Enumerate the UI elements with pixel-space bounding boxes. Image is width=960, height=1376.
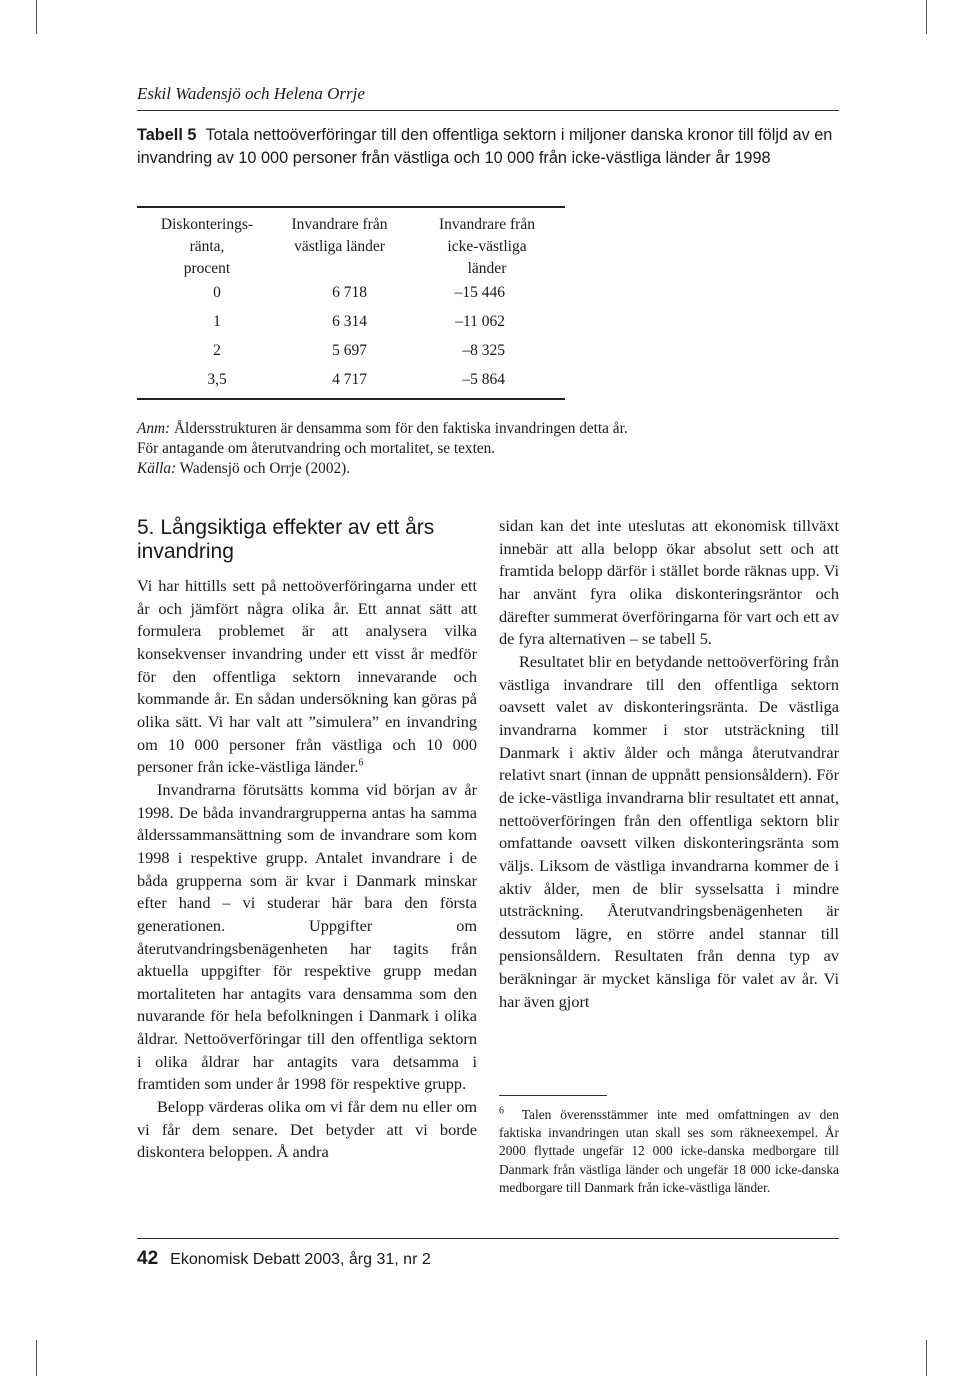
table-cell: 6 314: [332, 313, 367, 330]
table-header-western: Invandrare från västliga länder: [291, 216, 388, 255]
right-column: [499, 515, 839, 1013]
crop-mark: [926, 1340, 927, 1376]
footnote-text: Talen överensstämmer inte med omfattningen av den faktiska invandringen utan skall ses som räkneexempel. År 2000 flyttade ungefär 12 000 icke-danska medborgare till Danmark från västliga länder och ungefär 18 000 icke-danska medborgare till Danmark från icke-västliga länder.: [499, 1107, 839, 1195]
table-cell: –5 864: [462, 371, 505, 388]
source-label: Källa:: [137, 460, 177, 477]
table-cell: –15 446: [454, 284, 505, 301]
table-cell: 3,5: [207, 371, 227, 388]
table-row: [137, 284, 565, 306]
paragraph: Vi har hittills sett på nettoöverföringarna under ett år och jämfört några olika år. Ett annat sätt att formulera problemet är att analysera vilka konsekvenser invandring under ett visst år medför för den offentliga sektorn innevarande och kommande år. En sådan undersökning kan göras på olika sätt. Vi har valt att ”simulera” en invandring om 10 000 personer från västliga och 10 000 personer från icke-västliga länder.$^6$: [137, 576, 477, 777]
table-header-non-western: Invandrare från icke-västliga länder: [439, 216, 535, 277]
footnote-rule: [499, 1095, 607, 1096]
crop-mark: [926, 0, 927, 34]
header-rule: [137, 110, 839, 111]
table-cell: –11 062: [455, 313, 505, 330]
table-label: Tabell 5: [137, 126, 197, 144]
footnote-number: 6: [499, 1105, 504, 1117]
paragraph: sidan kan det inte uteslutas att ekonomisk tillväxt innebär att alla belopp ökar absolut sett och att framtida belopp därför i stället borde räknas upp. Vi har använt fyra olika diskonteringsräntor och därefter summerat överföringarna för vart och ett av de fyra alternativen – se tabell 5.: [499, 516, 839, 649]
table-caption-text: Totala nettoöverföringar till den offentliga sektorn i miljoner danska kronor till följd av en invandring av 10 000 personer från västliga och 10 000 från icke-västliga länder år 1998: [137, 126, 833, 167]
table-header-discount-rate: Diskonterings- ränta, procent: [160, 216, 254, 277]
table-caption: [137, 124, 837, 169]
paragraph: Belopp värderas olika om vi får dem nu eller om vi får dem senare. Det betyder att vi borde diskontera beloppen. Å andra: [137, 1097, 477, 1162]
running-header-authors: Eskil Wadensjö och Helena Orrje: [137, 84, 365, 103]
table-cell: 5 697: [332, 342, 367, 359]
table-cell: –8 325: [462, 342, 505, 359]
left-column: [137, 575, 477, 1164]
journal-name: Ekonomisk Debatt 2003, årg 31, nr 2: [170, 1251, 431, 1268]
table-cell: 2: [213, 342, 221, 359]
footnote: [499, 1106, 839, 1197]
footer-rule: [137, 1238, 839, 1239]
table-cell: 6 718: [332, 284, 367, 301]
table-cell: 4 717: [332, 371, 367, 388]
table-row: [137, 342, 565, 364]
table-cell: 0: [213, 284, 221, 301]
crop-mark: [36, 0, 37, 34]
footnote-ref: 6: [358, 757, 364, 769]
crop-mark: [36, 1340, 37, 1376]
note-label: Anm:: [137, 420, 171, 437]
page-number: 42: [137, 1248, 159, 1269]
table-row: [137, 313, 565, 335]
paragraph: Invandrarna förutsätts komma vid början av år 1998. De båda invandrargrupperna antas ha samma ålderssammansättning som de invandrare som kom 1998 i respektive grupp. Antalet invandrare i de båda grupperna som är kvar i Danmark minskar efter hand – vi studerar här bara den första generationen. Uppgifter om återutvandringsbenägenheten har tagits från aktuella uppgifter för respektive grupp medan mortaliteten har antagits vara densamma som den nuvarande för hela befolkningen i Danmark i olika åldrar. Nettoöverföringar till den offentliga sektorn i olika åldrar har antagits vara detsamma i framtiden som under år 1998 för respektive grupp.: [137, 779, 477, 1094]
table-row: [137, 371, 565, 393]
paragraph: Resultatet blir en betydande nettoöverföring från västliga invandrare till den offentliga sektorn oavsett valet av diskonteringsränta. De västliga invandrarna kommer i stor utsträckning till Danmark i aktiv ålder och många återutvandrar relativt snart (innan de uppnått pensionsåldern). För de icke-västliga invandrarna blir resultatet ett annat, nettoöverföringen från den offentliga sektorn blir omfattande oavsett vilken diskonteringsränta som väljs. Liksom de västliga invandrarna kommer de i aktiv ålder, men de blir sysselsatta i mindre utsträckning. Återutvandringsbenägenheten är dessutom lägre, en större andel stannar till pensionsåldern. Resultaten från denna typ av beräkningar är mycket känsliga för valet av år. Vi har även gjort: [499, 651, 839, 1011]
table-note: Anm: Åldersstrukturen är densamma som för den faktiska invandringen detta år. För antagande om återutvandring och mortalitet, se texten. Källa: Wadensjö och Orrje (2002).: [137, 420, 628, 477]
page-footer: [137, 1248, 431, 1270]
table-bottom-rule: [137, 398, 565, 400]
table-top-rule: [137, 206, 565, 208]
section-heading: 5. Långsiktiga effekter av ett års invandring: [137, 516, 435, 563]
table-cell: 1: [213, 313, 221, 330]
